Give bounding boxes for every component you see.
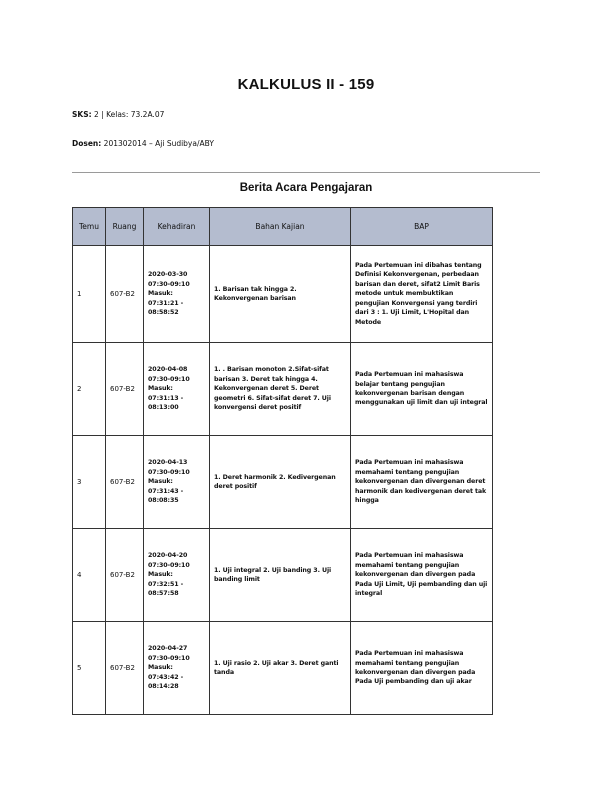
cell-bap: Pada Pertemuan ini mahasiswa memahami tentang pengujian kekonvergenan dan divergenan deret harmonik dan kedivergenan deret tak hingga (351, 436, 493, 529)
table-row (73, 622, 493, 715)
table-row (73, 246, 493, 343)
sks-kelas-value: 2 | Kelas: 73.2A.07 (94, 110, 165, 119)
table-row (73, 436, 493, 529)
kehadiran-date: 2020-04-13 (148, 459, 188, 467)
cell-ruang: 607-B2 (106, 343, 144, 436)
kehadiran-schedule: 07:30-09:10 (148, 654, 190, 662)
cell-bahan-kajian: 1. Barisan tak hingga 2. Kekonvergenan barisan (210, 246, 351, 343)
dosen-line (72, 139, 214, 148)
dosen-label: Dosen: (72, 139, 102, 148)
kehadiran-schedule: 07:30-09:10 (148, 280, 190, 288)
cell-ruang: 607-B2 (106, 246, 144, 343)
table-header-row (73, 208, 493, 246)
cell-temu: 3 (73, 436, 106, 529)
kehadiran-out-time: 08:13:00 (148, 404, 179, 412)
horizontal-divider (72, 172, 540, 173)
kehadiran-in-time: 07:31:13 - (148, 394, 184, 402)
cell-bap: Pada Pertemuan ini mahasiswa belajar tentang pengujian kekonvergenan barisan dengan menggunakan uji limit dan uji integral (351, 343, 493, 436)
kehadiran-masuk-label: Masuk: (148, 571, 173, 579)
cell-bap: Pada Pertemuan ini dibahas tentang Definisi Kekonvergenan, perbedaan barisan dan deret, sifat2 Limit Baris metode untuk membuktikan pengujian Konvergensi yang terdiri dari 3 : 1. Uji Limit, L'Hopital dan Metode (351, 246, 493, 343)
kehadiran-date: 2020-03-30 (148, 271, 188, 279)
kehadiran-date: 2020-04-20 (148, 552, 188, 560)
section-title: Berita Acara Pengajaran (239, 182, 373, 194)
kehadiran-masuk-label: Masuk: (148, 478, 173, 486)
cell-kehadiran (144, 343, 210, 436)
cell-bahan-kajian: 1. . Barisan monoton 2.Sifat-sifat barisan 3. Deret tak hingga 4. Kekonvergenan deret 5. Deret geometri 6. Sifat-sifat deret 7. Uji konvergensi deret positif (210, 343, 351, 436)
bap-table (72, 207, 493, 715)
kehadiran-out-time: 08:58:52 (148, 309, 179, 317)
cell-bahan-kajian: 1. Uji integral 2. Uji banding 3. Uji banding limit (210, 529, 351, 622)
header-temu: Temu (73, 208, 106, 246)
kehadiran-masuk-label: Masuk: (148, 664, 173, 672)
kehadiran-out-time: 08:08:35 (148, 497, 179, 505)
kehadiran-schedule: 07:30-09:10 (148, 375, 190, 383)
cell-kehadiran (144, 246, 210, 343)
cell-ruang: 607-B2 (106, 529, 144, 622)
table-row (73, 343, 493, 436)
cell-bap: Pada Pertemuan ini mahasiswa memahami tentang pengujian kekonvergenan dan divergen pada Pada Uji Limit, Uji pembanding dan uji integral (351, 529, 493, 622)
cell-bahan-kajian: 1. Deret harmonik 2. Kedivergenan deret positif (210, 436, 351, 529)
kehadiran-masuk-label: Masuk: (148, 385, 173, 393)
cell-ruang: 607-B2 (106, 436, 144, 529)
header-ruang: Ruang (106, 208, 144, 246)
kehadiran-schedule: 07:30-09:10 (148, 468, 190, 476)
kehadiran-date: 2020-04-27 (148, 645, 188, 653)
cell-kehadiran (144, 436, 210, 529)
cell-bap: Pada Pertemuan ini mahasiswa memahami tentang pengujian kekonvergenan dan divergen pada Pada Uji pembanding dan uji akar (351, 622, 493, 715)
dosen-value: 201302014 – Aji Sudibya/ABY (103, 139, 214, 148)
sks-label: SKS: (72, 110, 92, 119)
cell-temu: 5 (73, 622, 106, 715)
header-bahan-kajian: Bahan Kajian (210, 208, 351, 246)
kehadiran-in-time: 07:31:43 - (148, 487, 184, 495)
kehadiran-masuk-label: Masuk: (148, 290, 173, 298)
kehadiran-date: 2020-04-08 (148, 366, 188, 374)
cell-temu: 2 (73, 343, 106, 436)
kehadiran-in-time: 07:43:42 - (148, 673, 184, 681)
header-bap: BAP (351, 208, 493, 246)
cell-kehadiran (144, 529, 210, 622)
header-kehadiran: Kehadiran (144, 208, 210, 246)
table-row (73, 529, 493, 622)
cell-kehadiran (144, 622, 210, 715)
kehadiran-out-time: 08:14:28 (148, 683, 179, 691)
cell-ruang: 607-B2 (106, 622, 144, 715)
kehadiran-in-time: 07:31:21 - (148, 299, 184, 307)
kehadiran-out-time: 08:57:58 (148, 590, 179, 598)
document-title: KALKULUS II - 159 (237, 76, 375, 93)
kehadiran-schedule: 07:30-09:10 (148, 561, 190, 569)
kehadiran-in-time: 07:32:51 - (148, 580, 184, 588)
cell-temu: 1 (73, 246, 106, 343)
cell-bahan-kajian: 1. Uji rasio 2. Uji akar 3. Deret ganti tanda (210, 622, 351, 715)
cell-temu: 4 (73, 529, 106, 622)
sks-kelas-line (72, 110, 164, 119)
